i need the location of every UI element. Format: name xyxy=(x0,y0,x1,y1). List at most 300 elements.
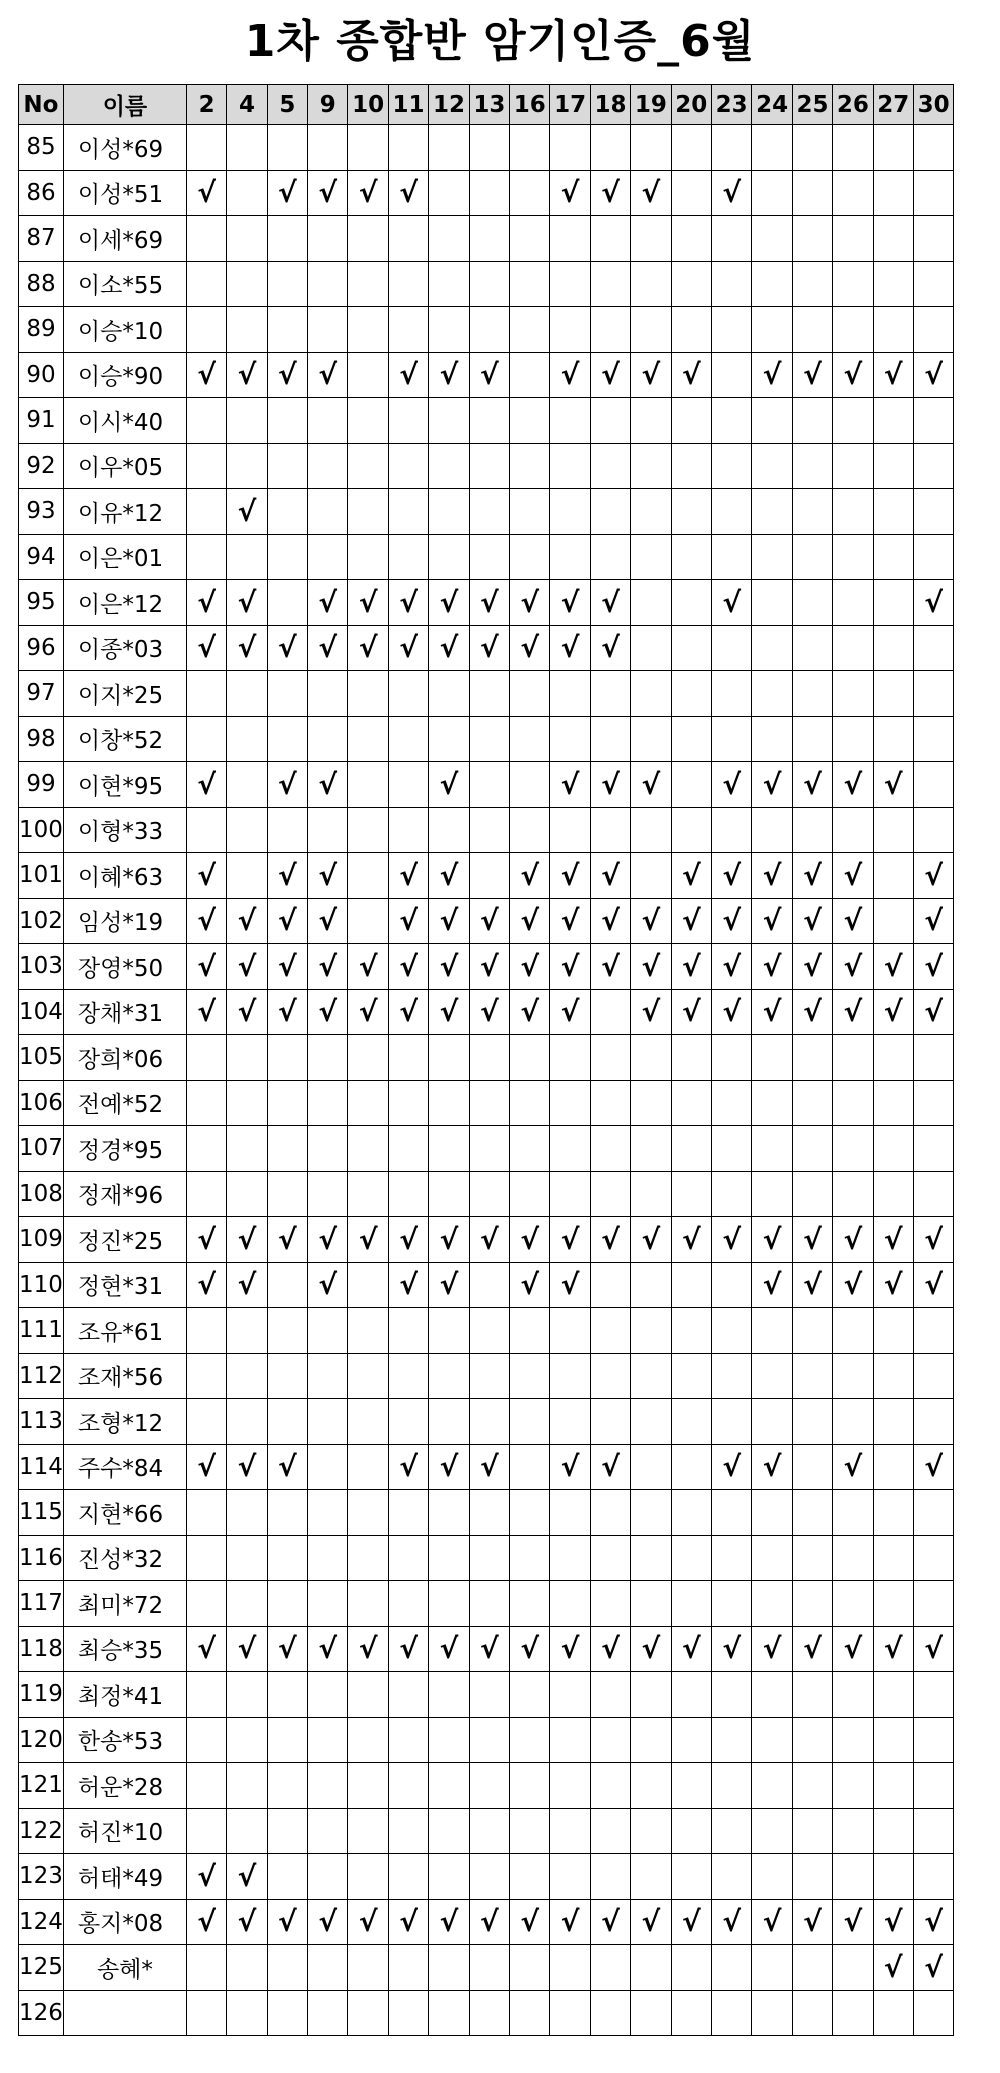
table-row xyxy=(19,1171,954,1217)
check-cell xyxy=(913,1035,953,1081)
check-cell xyxy=(267,807,307,853)
check-cell xyxy=(348,671,388,717)
table-row xyxy=(19,1626,954,1672)
check-cell xyxy=(429,716,469,762)
check-cell xyxy=(469,1672,509,1718)
check-cell xyxy=(873,1126,913,1172)
check-mark: √ xyxy=(429,1444,469,1490)
student-name: 조형*12 xyxy=(63,1399,186,1445)
check-cell xyxy=(308,1126,348,1172)
header-day: 11 xyxy=(388,85,428,125)
check-cell xyxy=(792,1581,832,1627)
check-mark: √ xyxy=(833,898,873,944)
header-day: 9 xyxy=(308,85,348,125)
check-cell xyxy=(792,1945,832,1991)
row-number: 87 xyxy=(19,216,64,262)
check-cell xyxy=(590,1308,630,1354)
check-cell xyxy=(631,1444,671,1490)
check-cell xyxy=(348,1308,388,1354)
check-cell xyxy=(913,534,953,580)
check-cell xyxy=(590,1399,630,1445)
student-name: 전예*52 xyxy=(63,1080,186,1126)
table-row xyxy=(19,1672,954,1718)
check-cell xyxy=(873,443,913,489)
check-cell xyxy=(913,1353,953,1399)
check-cell xyxy=(510,1990,550,2036)
check-cell xyxy=(833,1717,873,1763)
check-cell xyxy=(308,1535,348,1581)
check-cell xyxy=(792,125,832,171)
table-row xyxy=(19,625,954,671)
check-cell xyxy=(752,1717,792,1763)
check-cell xyxy=(469,1581,509,1627)
check-cell xyxy=(590,1945,630,1991)
check-cell xyxy=(429,1808,469,1854)
check-cell xyxy=(429,1990,469,2036)
table-row xyxy=(19,1535,954,1581)
check-cell xyxy=(913,1808,953,1854)
student-name: 이소*55 xyxy=(63,261,186,307)
check-cell xyxy=(873,1535,913,1581)
check-cell xyxy=(631,1672,671,1718)
check-cell xyxy=(186,671,226,717)
check-cell xyxy=(752,307,792,353)
check-cell xyxy=(510,1353,550,1399)
check-cell xyxy=(792,216,832,262)
check-cell xyxy=(510,216,550,262)
check-mark: √ xyxy=(711,944,751,990)
check-mark: √ xyxy=(510,853,550,899)
check-cell xyxy=(671,489,711,535)
check-cell xyxy=(873,580,913,626)
student-name: 홍지*08 xyxy=(63,1899,186,1945)
header-day: 5 xyxy=(267,85,307,125)
check-cell xyxy=(469,1490,509,1536)
check-cell xyxy=(550,1990,590,2036)
check-cell xyxy=(792,1672,832,1718)
check-cell xyxy=(429,1672,469,1718)
check-mark: √ xyxy=(913,1217,953,1263)
table-row xyxy=(19,1035,954,1081)
check-cell xyxy=(186,1535,226,1581)
check-mark: √ xyxy=(429,944,469,990)
check-cell xyxy=(792,170,832,216)
check-mark: √ xyxy=(510,1899,550,1945)
row-number: 106 xyxy=(19,1080,64,1126)
check-cell xyxy=(671,1353,711,1399)
check-cell xyxy=(388,1717,428,1763)
check-mark: √ xyxy=(469,898,509,944)
page-title: 1차 종합반 암기인증_6월 xyxy=(244,16,756,67)
check-cell xyxy=(873,1308,913,1354)
check-cell xyxy=(388,1808,428,1854)
check-cell xyxy=(631,1945,671,1991)
check-mark: √ xyxy=(227,1899,267,1945)
check-mark: √ xyxy=(388,1262,428,1308)
check-cell xyxy=(913,489,953,535)
check-cell xyxy=(752,398,792,444)
row-number: 120 xyxy=(19,1717,64,1763)
check-cell xyxy=(550,1717,590,1763)
check-cell xyxy=(671,1672,711,1718)
check-cell xyxy=(752,1672,792,1718)
check-cell xyxy=(752,1854,792,1900)
check-mark: √ xyxy=(550,580,590,626)
check-mark: √ xyxy=(631,1217,671,1263)
check-cell xyxy=(711,1126,751,1172)
check-mark: √ xyxy=(873,944,913,990)
check-cell xyxy=(267,1808,307,1854)
check-cell xyxy=(631,1035,671,1081)
check-cell xyxy=(510,398,550,444)
check-cell xyxy=(752,1399,792,1445)
check-cell xyxy=(388,125,428,171)
check-cell xyxy=(227,716,267,762)
check-cell xyxy=(590,1262,630,1308)
check-mark: √ xyxy=(913,1899,953,1945)
check-cell xyxy=(752,1990,792,2036)
check-cell xyxy=(913,1126,953,1172)
check-cell xyxy=(186,307,226,353)
check-cell xyxy=(671,580,711,626)
check-mark: √ xyxy=(267,170,307,216)
check-cell xyxy=(267,1490,307,1536)
check-mark: √ xyxy=(429,1217,469,1263)
check-cell xyxy=(792,1399,832,1445)
check-cell xyxy=(873,261,913,307)
check-cell xyxy=(227,216,267,262)
check-mark: √ xyxy=(550,1444,590,1490)
check-mark: √ xyxy=(186,1899,226,1945)
check-mark: √ xyxy=(631,944,671,990)
table-row xyxy=(19,1126,954,1172)
check-cell xyxy=(469,1308,509,1354)
check-cell xyxy=(711,352,751,398)
check-cell xyxy=(631,1854,671,1900)
check-cell xyxy=(550,307,590,353)
row-number: 110 xyxy=(19,1262,64,1308)
check-cell xyxy=(348,1535,388,1581)
check-cell xyxy=(671,1763,711,1809)
check-mark: √ xyxy=(388,989,428,1035)
check-cell xyxy=(631,1399,671,1445)
check-cell xyxy=(752,1308,792,1354)
check-cell xyxy=(429,1535,469,1581)
check-mark: √ xyxy=(590,1626,630,1672)
check-cell xyxy=(590,1490,630,1536)
row-number: 94 xyxy=(19,534,64,580)
check-mark: √ xyxy=(792,1626,832,1672)
check-cell xyxy=(469,1763,509,1809)
check-cell xyxy=(792,398,832,444)
check-cell xyxy=(873,1490,913,1536)
student-name: 정경*95 xyxy=(63,1126,186,1172)
check-mark: √ xyxy=(469,1899,509,1945)
check-cell xyxy=(469,1126,509,1172)
check-mark: √ xyxy=(792,898,832,944)
check-cell xyxy=(388,534,428,580)
check-cell xyxy=(792,1535,832,1581)
check-cell xyxy=(792,625,832,671)
check-mark: √ xyxy=(388,1899,428,1945)
check-cell xyxy=(752,125,792,171)
check-cell xyxy=(711,1171,751,1217)
check-cell xyxy=(752,1171,792,1217)
check-cell xyxy=(671,443,711,489)
check-cell xyxy=(388,443,428,489)
header-day: 18 xyxy=(590,85,630,125)
check-cell xyxy=(833,534,873,580)
check-cell xyxy=(510,1126,550,1172)
check-cell xyxy=(308,534,348,580)
check-cell xyxy=(792,1035,832,1081)
check-mark: √ xyxy=(671,1626,711,1672)
check-mark: √ xyxy=(429,853,469,899)
row-number: 98 xyxy=(19,716,64,762)
check-cell xyxy=(711,489,751,535)
check-cell xyxy=(550,1672,590,1718)
check-cell xyxy=(913,170,953,216)
check-cell xyxy=(833,1308,873,1354)
check-cell xyxy=(833,1535,873,1581)
check-cell xyxy=(792,534,832,580)
check-cell xyxy=(308,1399,348,1445)
check-cell xyxy=(590,1717,630,1763)
check-cell xyxy=(833,489,873,535)
check-cell xyxy=(711,1399,751,1445)
table-row xyxy=(19,1308,954,1354)
check-mark: √ xyxy=(833,1217,873,1263)
check-cell xyxy=(388,1854,428,1900)
check-cell xyxy=(833,1490,873,1536)
check-cell xyxy=(590,443,630,489)
header-day: 13 xyxy=(469,85,509,125)
check-cell xyxy=(792,1808,832,1854)
check-cell xyxy=(711,671,751,717)
check-cell xyxy=(711,534,751,580)
student-name: 허진*10 xyxy=(63,1808,186,1854)
check-cell xyxy=(873,1672,913,1718)
check-cell xyxy=(429,1717,469,1763)
check-cell xyxy=(469,1717,509,1763)
check-cell xyxy=(308,716,348,762)
check-cell xyxy=(469,1035,509,1081)
check-cell xyxy=(469,398,509,444)
check-mark: √ xyxy=(792,1899,832,1945)
check-cell xyxy=(186,398,226,444)
check-mark: √ xyxy=(913,944,953,990)
check-cell xyxy=(913,1581,953,1627)
row-number: 122 xyxy=(19,1808,64,1854)
check-cell xyxy=(388,1126,428,1172)
check-cell xyxy=(752,671,792,717)
check-cell xyxy=(550,1399,590,1445)
check-cell xyxy=(510,125,550,171)
check-cell xyxy=(267,1399,307,1445)
check-mark: √ xyxy=(267,352,307,398)
check-cell xyxy=(833,671,873,717)
check-mark: √ xyxy=(186,1444,226,1490)
check-cell xyxy=(913,716,953,762)
table-row xyxy=(19,307,954,353)
header-day: 23 xyxy=(711,85,751,125)
check-cell xyxy=(873,853,913,899)
check-mark: √ xyxy=(752,1626,792,1672)
check-cell xyxy=(510,671,550,717)
check-mark: √ xyxy=(308,352,348,398)
check-cell xyxy=(631,580,671,626)
check-cell xyxy=(833,443,873,489)
table-row xyxy=(19,1444,954,1490)
check-mark: √ xyxy=(913,898,953,944)
student-name: 이종*03 xyxy=(63,625,186,671)
check-mark: √ xyxy=(348,625,388,671)
row-number: 96 xyxy=(19,625,64,671)
row-number: 85 xyxy=(19,125,64,171)
check-cell xyxy=(227,1353,267,1399)
check-cell xyxy=(550,1945,590,1991)
check-cell xyxy=(590,1035,630,1081)
check-cell xyxy=(510,170,550,216)
check-cell xyxy=(913,261,953,307)
check-cell xyxy=(510,489,550,535)
row-number: 114 xyxy=(19,1444,64,1490)
check-cell xyxy=(388,1990,428,2036)
check-cell xyxy=(429,1854,469,1900)
check-cell xyxy=(671,1945,711,1991)
check-cell xyxy=(469,762,509,808)
check-mark: √ xyxy=(671,944,711,990)
check-cell xyxy=(590,1672,630,1718)
check-cell xyxy=(590,1854,630,1900)
check-cell xyxy=(590,1353,630,1399)
check-mark: √ xyxy=(186,853,226,899)
check-cell xyxy=(429,1945,469,1991)
check-cell xyxy=(469,261,509,307)
check-mark: √ xyxy=(550,1217,590,1263)
check-cell xyxy=(227,1581,267,1627)
check-mark: √ xyxy=(671,989,711,1035)
check-cell xyxy=(631,1717,671,1763)
check-mark: √ xyxy=(711,170,751,216)
table-row xyxy=(19,534,954,580)
check-cell xyxy=(711,1717,751,1763)
check-cell xyxy=(429,1035,469,1081)
check-cell xyxy=(186,216,226,262)
check-cell xyxy=(550,1763,590,1809)
check-mark: √ xyxy=(429,352,469,398)
table-row xyxy=(19,989,954,1035)
check-cell xyxy=(510,443,550,489)
check-cell xyxy=(469,1854,509,1900)
check-cell xyxy=(752,1581,792,1627)
check-cell xyxy=(469,671,509,717)
check-mark: √ xyxy=(267,1444,307,1490)
check-cell xyxy=(873,1854,913,1900)
check-cell xyxy=(227,125,267,171)
check-cell xyxy=(833,1353,873,1399)
check-cell xyxy=(186,443,226,489)
student-name: 이승*10 xyxy=(63,307,186,353)
row-number: 125 xyxy=(19,1945,64,1991)
check-cell xyxy=(631,1490,671,1536)
check-cell xyxy=(671,1808,711,1854)
check-cell xyxy=(267,1353,307,1399)
check-mark: √ xyxy=(308,989,348,1035)
check-cell xyxy=(186,1080,226,1126)
check-cell xyxy=(752,170,792,216)
check-mark: √ xyxy=(590,898,630,944)
check-mark: √ xyxy=(873,1626,913,1672)
check-cell xyxy=(308,1353,348,1399)
check-mark: √ xyxy=(913,580,953,626)
table-row xyxy=(19,1854,954,1900)
check-cell xyxy=(752,807,792,853)
check-cell xyxy=(267,1535,307,1581)
check-cell xyxy=(590,989,630,1035)
check-cell xyxy=(671,625,711,671)
check-cell xyxy=(388,762,428,808)
check-cell xyxy=(348,1990,388,2036)
check-mark: √ xyxy=(227,1626,267,1672)
check-cell xyxy=(227,1035,267,1081)
row-number: 109 xyxy=(19,1217,64,1263)
check-cell xyxy=(711,1535,751,1581)
student-name: 이창*52 xyxy=(63,716,186,762)
check-cell xyxy=(308,398,348,444)
check-cell xyxy=(510,352,550,398)
check-cell xyxy=(348,1945,388,1991)
check-cell xyxy=(833,580,873,626)
check-mark: √ xyxy=(550,762,590,808)
check-cell xyxy=(186,1399,226,1445)
check-cell xyxy=(913,1763,953,1809)
check-cell xyxy=(348,1672,388,1718)
check-mark: √ xyxy=(388,1217,428,1263)
check-mark: √ xyxy=(913,1945,953,1991)
check-cell xyxy=(308,1080,348,1126)
check-cell xyxy=(227,1672,267,1718)
check-cell xyxy=(348,1581,388,1627)
check-cell xyxy=(671,1490,711,1536)
student-name: 송혜* xyxy=(63,1945,186,1991)
check-mark: √ xyxy=(186,580,226,626)
check-mark: √ xyxy=(590,352,630,398)
check-cell xyxy=(711,1262,751,1308)
check-mark: √ xyxy=(590,1899,630,1945)
check-mark: √ xyxy=(913,352,953,398)
check-mark: √ xyxy=(267,1217,307,1263)
check-cell xyxy=(550,1035,590,1081)
check-cell xyxy=(631,1308,671,1354)
check-cell xyxy=(550,1080,590,1126)
check-cell xyxy=(671,1080,711,1126)
check-mark: √ xyxy=(792,762,832,808)
check-cell xyxy=(267,1126,307,1172)
check-cell xyxy=(590,1808,630,1854)
check-mark: √ xyxy=(510,1626,550,1672)
check-mark: √ xyxy=(590,1217,630,1263)
check-cell xyxy=(913,762,953,808)
check-mark: √ xyxy=(227,898,267,944)
check-cell xyxy=(671,1581,711,1627)
check-cell xyxy=(833,1945,873,1991)
check-cell xyxy=(711,1945,751,1991)
check-cell xyxy=(308,1990,348,2036)
check-cell xyxy=(752,625,792,671)
check-mark: √ xyxy=(388,170,428,216)
check-cell xyxy=(833,1171,873,1217)
